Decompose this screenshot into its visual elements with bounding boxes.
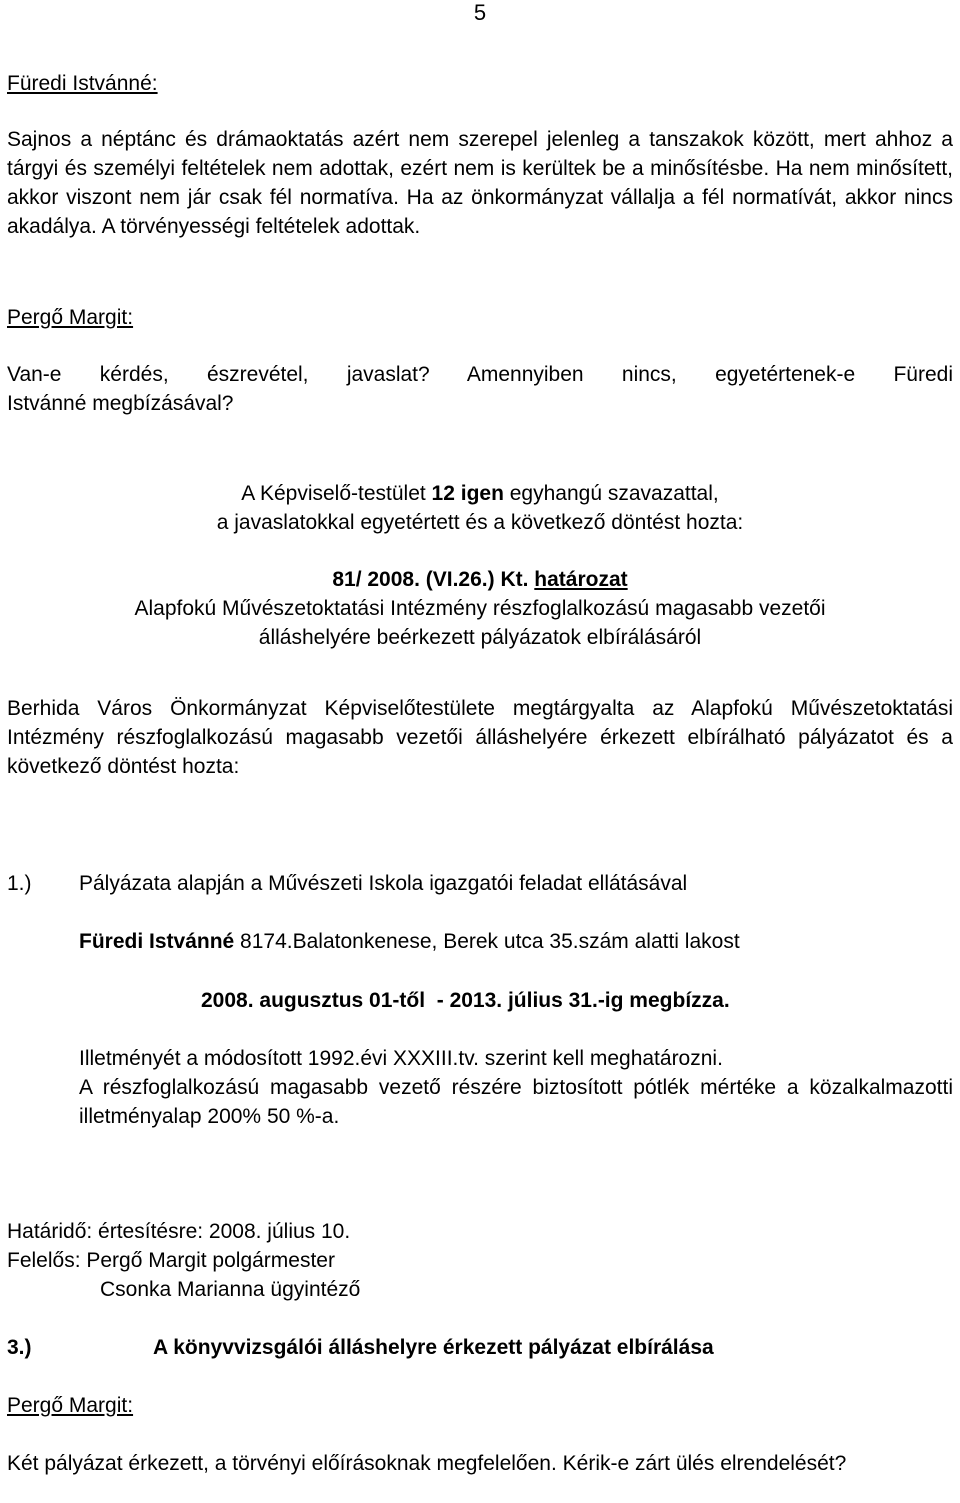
paragraph-closed-session: Két pályázat érkezett, a törvényi előírásoknak megfelelően. Kérik-e zárt ülés elrendelését? (7, 1452, 847, 1475)
vote-prefix: A Képviselő-testület (241, 482, 432, 505)
speaker-furedi: Füredi Istvánné: (7, 72, 158, 95)
paragraph-council: Berhida Város Önkormányzat Képviselőtestülete megtárgyalta az Alapfokú Művészetoktatási Intézmény részfoglalkozású magasabb vezetői álláshelyére érkezett elbírálható pályázatot és a következő döntést hozta: (7, 697, 953, 778)
vote-count: 12 igen (431, 482, 504, 505)
vote-statement (7, 479, 953, 537)
resolution-number (7, 565, 953, 594)
responsible-1: Felelős: Pergő Margit polgármester (7, 1249, 335, 1272)
question-line-2: Istvánné megbízásával? (7, 392, 234, 415)
item-3-title: A könyvvizsgálói álláshelyre érkezett pályázat elbírálása (153, 1336, 714, 1359)
item-1-period: 2008. augusztus 01-től - 2013. július 31.-ig megbízza. (201, 989, 730, 1012)
responsible-2: Csonka Marianna ügyintéző (100, 1278, 361, 1301)
question-paragraph (7, 360, 953, 418)
resolution-label: határozat (534, 568, 628, 591)
resolution-title-line-2: álláshelyére beérkezett pályázatok elbírálásáról (258, 626, 702, 649)
speaker-pergo-2: Pergő Margit: (7, 1394, 134, 1417)
resolution-id: 81/ 2008. (VI.26.) Kt. (332, 568, 529, 591)
speaker-pergo: Pergő Margit: (7, 306, 134, 329)
page-number: 5 (473, 0, 487, 25)
item-1-number: 1.) (7, 872, 32, 895)
resolution-title (7, 594, 953, 652)
question-line-1: Van-e kérdés, észrevétel, javaslat? Amennyiben nincs, egyetértenek-e Füredi (7, 363, 953, 386)
vote-line-2: a javaslatokkal egyetértett és a következő döntést hozta: (216, 511, 744, 534)
paragraph-furedi-answer: Sajnos a néptánc és drámaoktatás azért nem szerepel jelenleg a tanszakok között, mert ahhoz a tárgyi és személyi feltételek nem adottak, ezért nem is kerültek be a minősítésbe. Ha nem minősített, akkor viszont nem jár csak fél normatíva. Ha az önkormányzat vállalja a fél normatívát, akkor nincs akadálya. A törvényességi feltételek adottak. (7, 128, 953, 238)
vote-suffix: egyhangú szavazattal, (503, 482, 719, 505)
item-3-number: 3.) (7, 1336, 32, 1359)
item-1-person (79, 927, 740, 956)
item-1-salary: Illetményét a módosított 1992.évi XXXIII.tv. szerint kell meghatározni. (79, 1047, 723, 1070)
person-address: 8174.Balatonkenese, Berek utca 35.szám alatti lakost (234, 930, 740, 953)
resolution-title-line-1: Alapfokú Művészetoktatási Intézmény részfoglalkozású magasabb vezetői (134, 597, 826, 620)
person-name: Füredi Istvánné (79, 930, 235, 953)
deadline: Határidő: értesítésre: 2008. július 10. (7, 1220, 351, 1243)
item-1-text: Pályázata alapján a Művészeti Iskola igazgatói feladat ellátásával (79, 872, 688, 895)
item-1-allowance: A részfoglalkozású magasabb vezető részére biztosított pótlék mértéke a közalkalmazotti illetményalap 200% 50 %-a. (79, 1076, 953, 1128)
